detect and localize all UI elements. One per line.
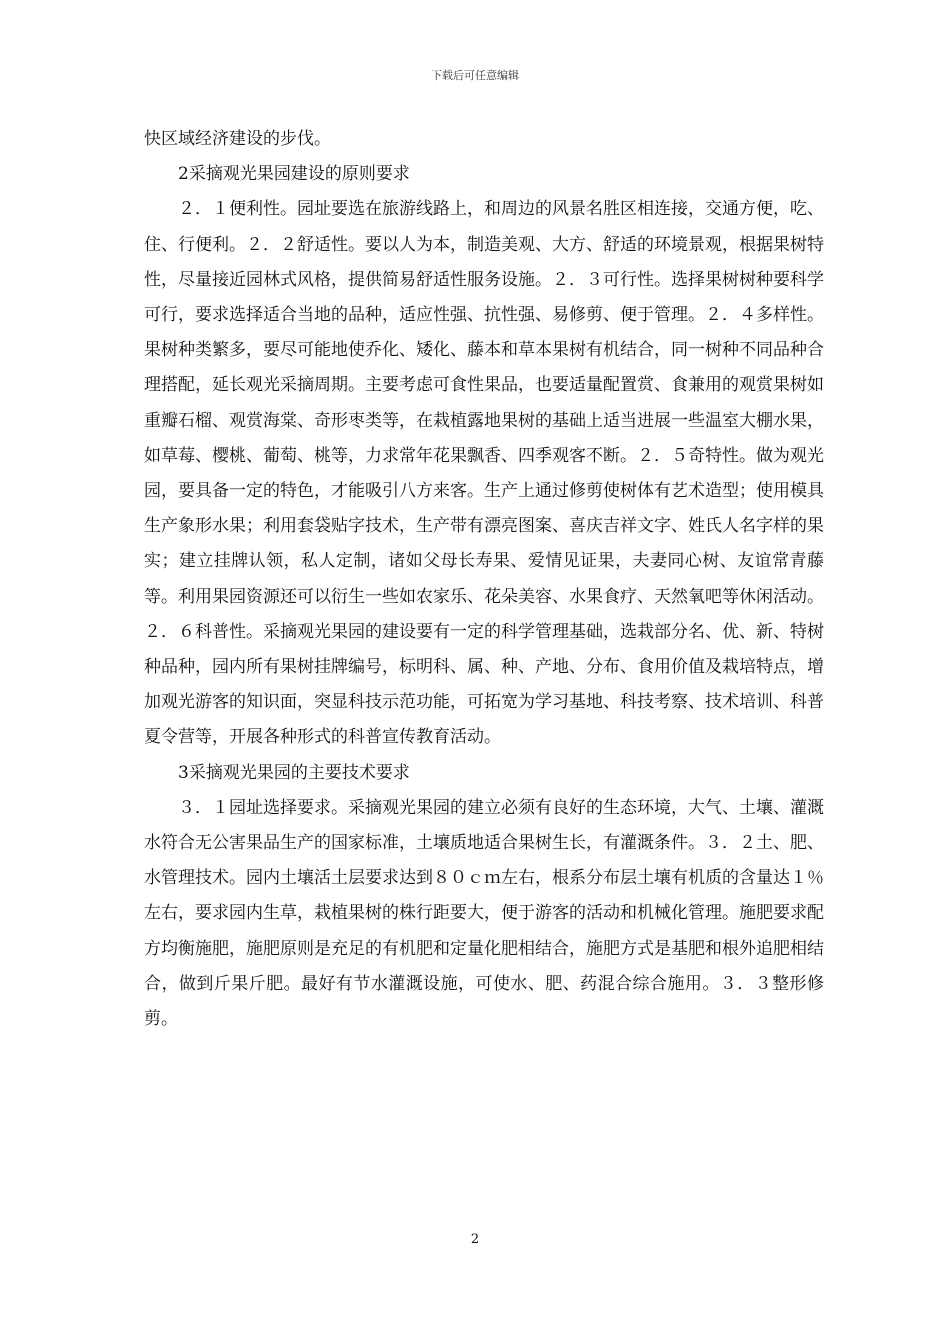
page-header: 下载后可任意编辑 bbox=[431, 69, 519, 82]
paragraph-technical-requirements: ３．１园址选择要求。采摘观光果园的建立必须有良好的生态环境，大气、土壤、灌溉水符合无公害果品生产的国家标准，土壤质地适合果树生长，有灌溉条件。３．２土、肥、水管理技术。园内土壤活土层要求达到８０ｃｍ左右，根系分布层土壤有机质的含量达１％左右，要求园内生草，栽植果树的株行距要大，便于游客的活动和机械化管理。施肥要求配方均衡施肥，施肥原则是充足的有机肥和定量化肥相结合，施肥方式是基肥和根外追肥相结合，做到斤果斤肥。最好有节水灌溉设施，可使水、肥、药混合综合施用。３．３整形修剪。 bbox=[144, 797, 824, 1030]
section-heading-2: 2采摘观光果园建设的原则要求 bbox=[178, 164, 410, 185]
section-heading-3: 3采摘观光果园的主要技术要求 bbox=[178, 762, 410, 783]
paragraph-continuation: 快区域经济建设的步伐。 bbox=[144, 129, 331, 149]
paragraph-principles: ２．１便利性。园址要选在旅游线路上，和周边的风景名胜区相连接，交通方便，吃、住、行便利。２．２舒适性。要以人为本，制造美观、大方、舒适的环境景观，根据果树特性，尽量接近园林式风格，提供简易舒适性服务设施。２．３可行性。选择果树树种要科学可行，要求选择适合当地的品种，适应性强、抗性强、易修剪、便于管理。２．４多样性。果树种类繁多，要尽可能地使乔化、矮化、藤本和草本果树有机结合，同一树种不同品种合理搭配，延长观光采摘周期。主要考虑可食性果品，也要适量配置赏、食兼用的观赏果树如重瓣石榴、观赏海棠、奇形枣类等，在栽植露地果树的基础上适当进展一些温室大棚水果，如草莓、樱桃、葡萄、桃等，力求常年花果飘香、四季观客不断。２．５奇特性。做为观光园，要具备一定的特色，才能吸引八方来客。生产上通过修剪使树体有艺术造型；使用模具生产象形水果；利用套袋贴字技术，生产带有漂亮图案、喜庆吉祥文字、姓氏人名字样的果实；建立挂牌认领，私人定制，诸如父母长寿果、爱情见证果，夫妻同心树、友谊常青藤等。利用果园资源还可以衍生一些如农家乐、花朵美容、水果食疗、天然氧吧等休闲活动。２．６科普性。采摘观光果园的建设要有一定的科学管理基础，选栽部分名、优、新、特树种品种，园内所有果树挂牌编号，标明科、属、种、产地、分布、食用价值及栽培特点，增加观光游客的知识面，突显科技示范功能，可拓宽为学习基地、科技考察、技术培训、科普夏令营等，开展各种形式的科普宣传教育活动。 bbox=[144, 199, 824, 748]
page-number: 2 bbox=[470, 1232, 480, 1247]
document-body bbox=[144, 122, 824, 1037]
